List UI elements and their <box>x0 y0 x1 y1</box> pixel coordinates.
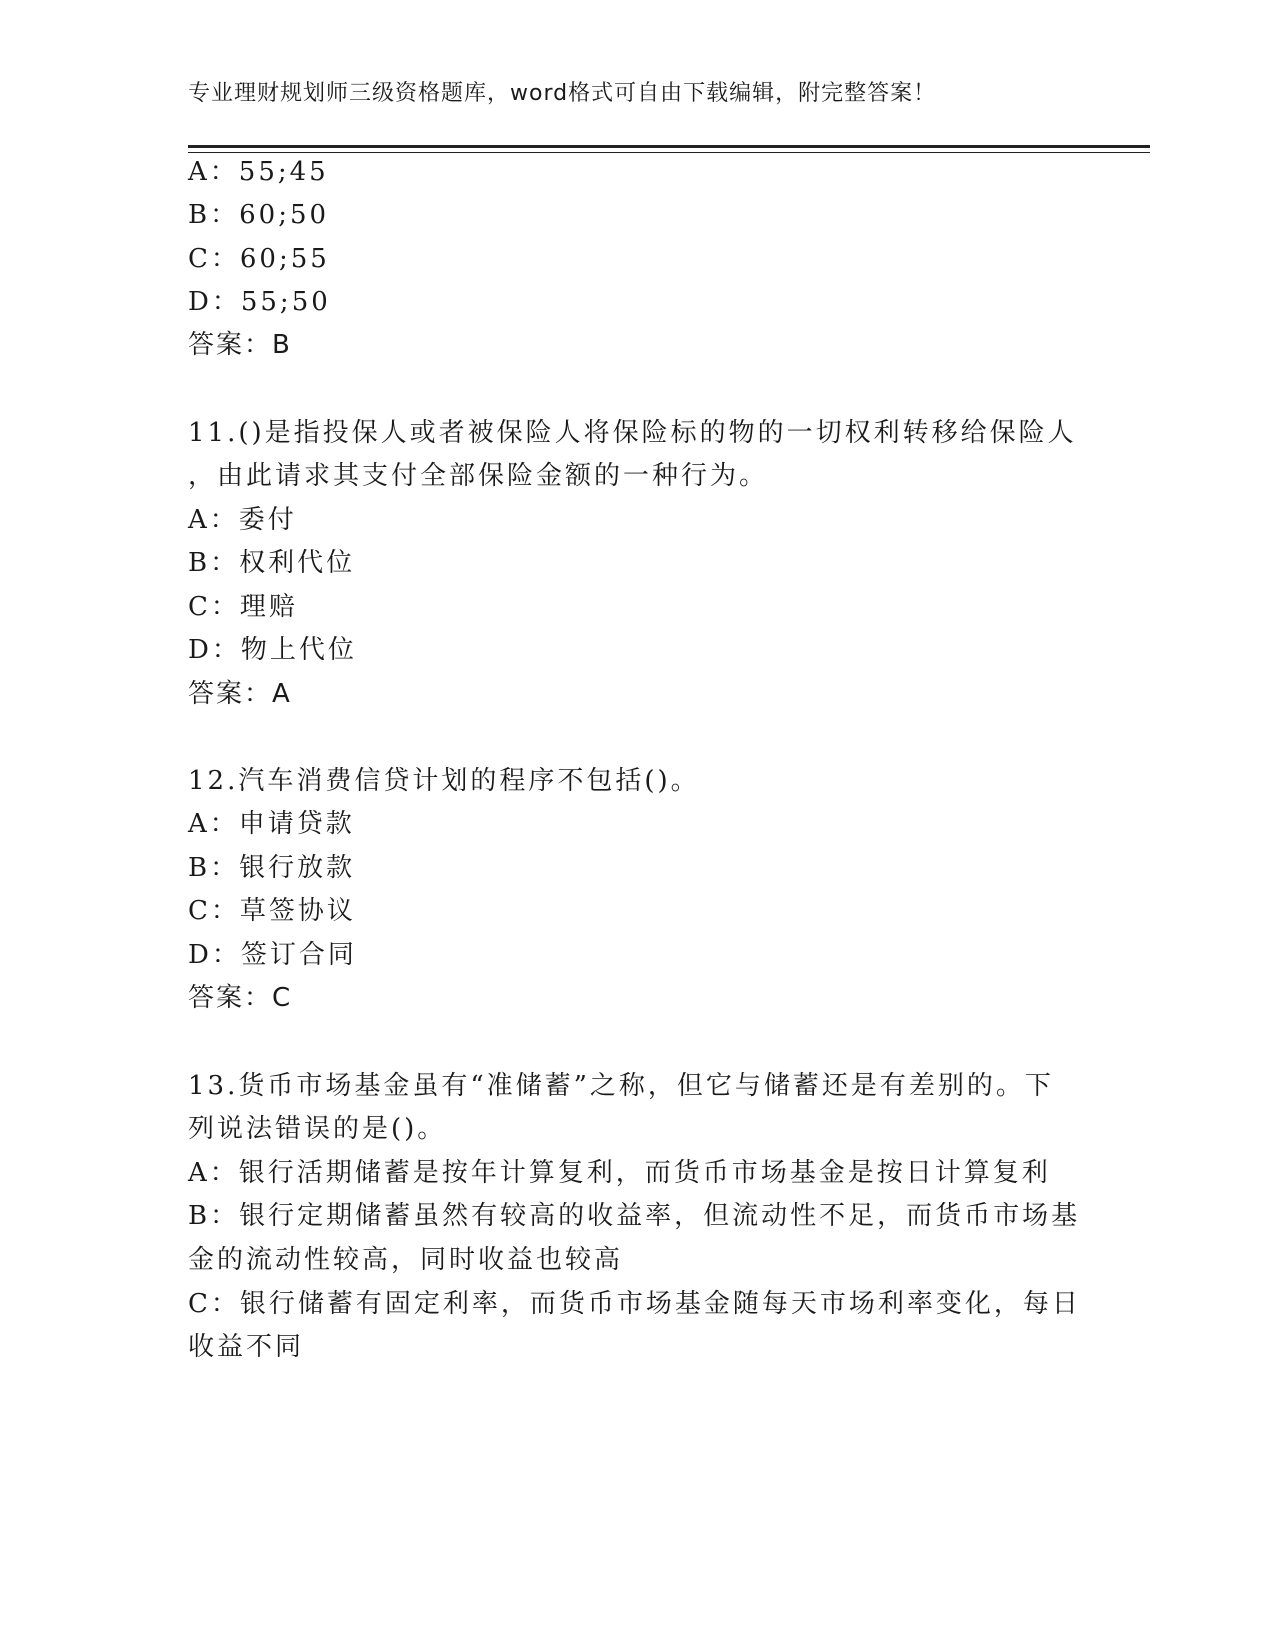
q12-option-c: C：草签协议 <box>188 896 356 926</box>
page-header: 专业理财规划师三级资格题库，word格式可自由下载编辑，附完整答案！ <box>188 81 937 106</box>
q11-option-a: A：委付 <box>188 505 297 535</box>
q13-stem-line2: 列说法错误的是()。 <box>188 1114 447 1144</box>
q10-option-c: C：60;55 <box>188 244 330 274</box>
q13-stem-line1: 13.货币市场基金虽有“准储蓄”之称，但它与储蓄还是有差别的。下 <box>188 1071 1054 1101</box>
q13-option-b-line1: B：银行定期储蓄虽然有较高的收益率，但流动性不足，而货币市场基 <box>188 1201 1081 1231</box>
q11-stem-line2: ，由此请求其支付全部保险金额的一种行为。 <box>188 461 769 491</box>
q10-answer: 答案：B <box>188 330 292 360</box>
q12-option-a: A：申请贷款 <box>188 809 355 839</box>
q11-option-d: D：物上代位 <box>188 635 357 665</box>
q13-option-c-line1: C：银行储蓄有固定利率，而货币市场基金随每天市场利率变化，每日 <box>188 1289 1081 1319</box>
q10-option-b: B：60;50 <box>188 200 330 230</box>
q12-stem-line1: 12.汽车消费信贷计划的程序不包括()。 <box>188 766 700 796</box>
q10-option-a: A：55;45 <box>188 157 329 187</box>
q11-option-b: B：权利代位 <box>188 548 356 578</box>
q12-option-b: B：银行放款 <box>188 853 356 883</box>
q11-answer: 答案：A <box>188 679 292 709</box>
q13-option-a: A：银行活期储蓄是按年计算复利，而货币市场基金是按日计算复利 <box>188 1158 1051 1188</box>
q11-option-c: C：理赔 <box>188 592 298 622</box>
q11-stem-line1: 11.()是指投保人或者被保险人将保险标的物的一切权利转移给保险人 <box>188 418 1077 448</box>
header-divider <box>188 145 1150 153</box>
q13-option-c-line2: 收益不同 <box>188 1332 305 1362</box>
q10-option-d: D：55;50 <box>188 287 331 317</box>
q13-option-b-line2: 金的流动性较高，同时收益也较高 <box>188 1245 624 1275</box>
q12-option-d: D：签订合同 <box>188 940 357 970</box>
q12-answer: 答案：C <box>188 983 293 1013</box>
